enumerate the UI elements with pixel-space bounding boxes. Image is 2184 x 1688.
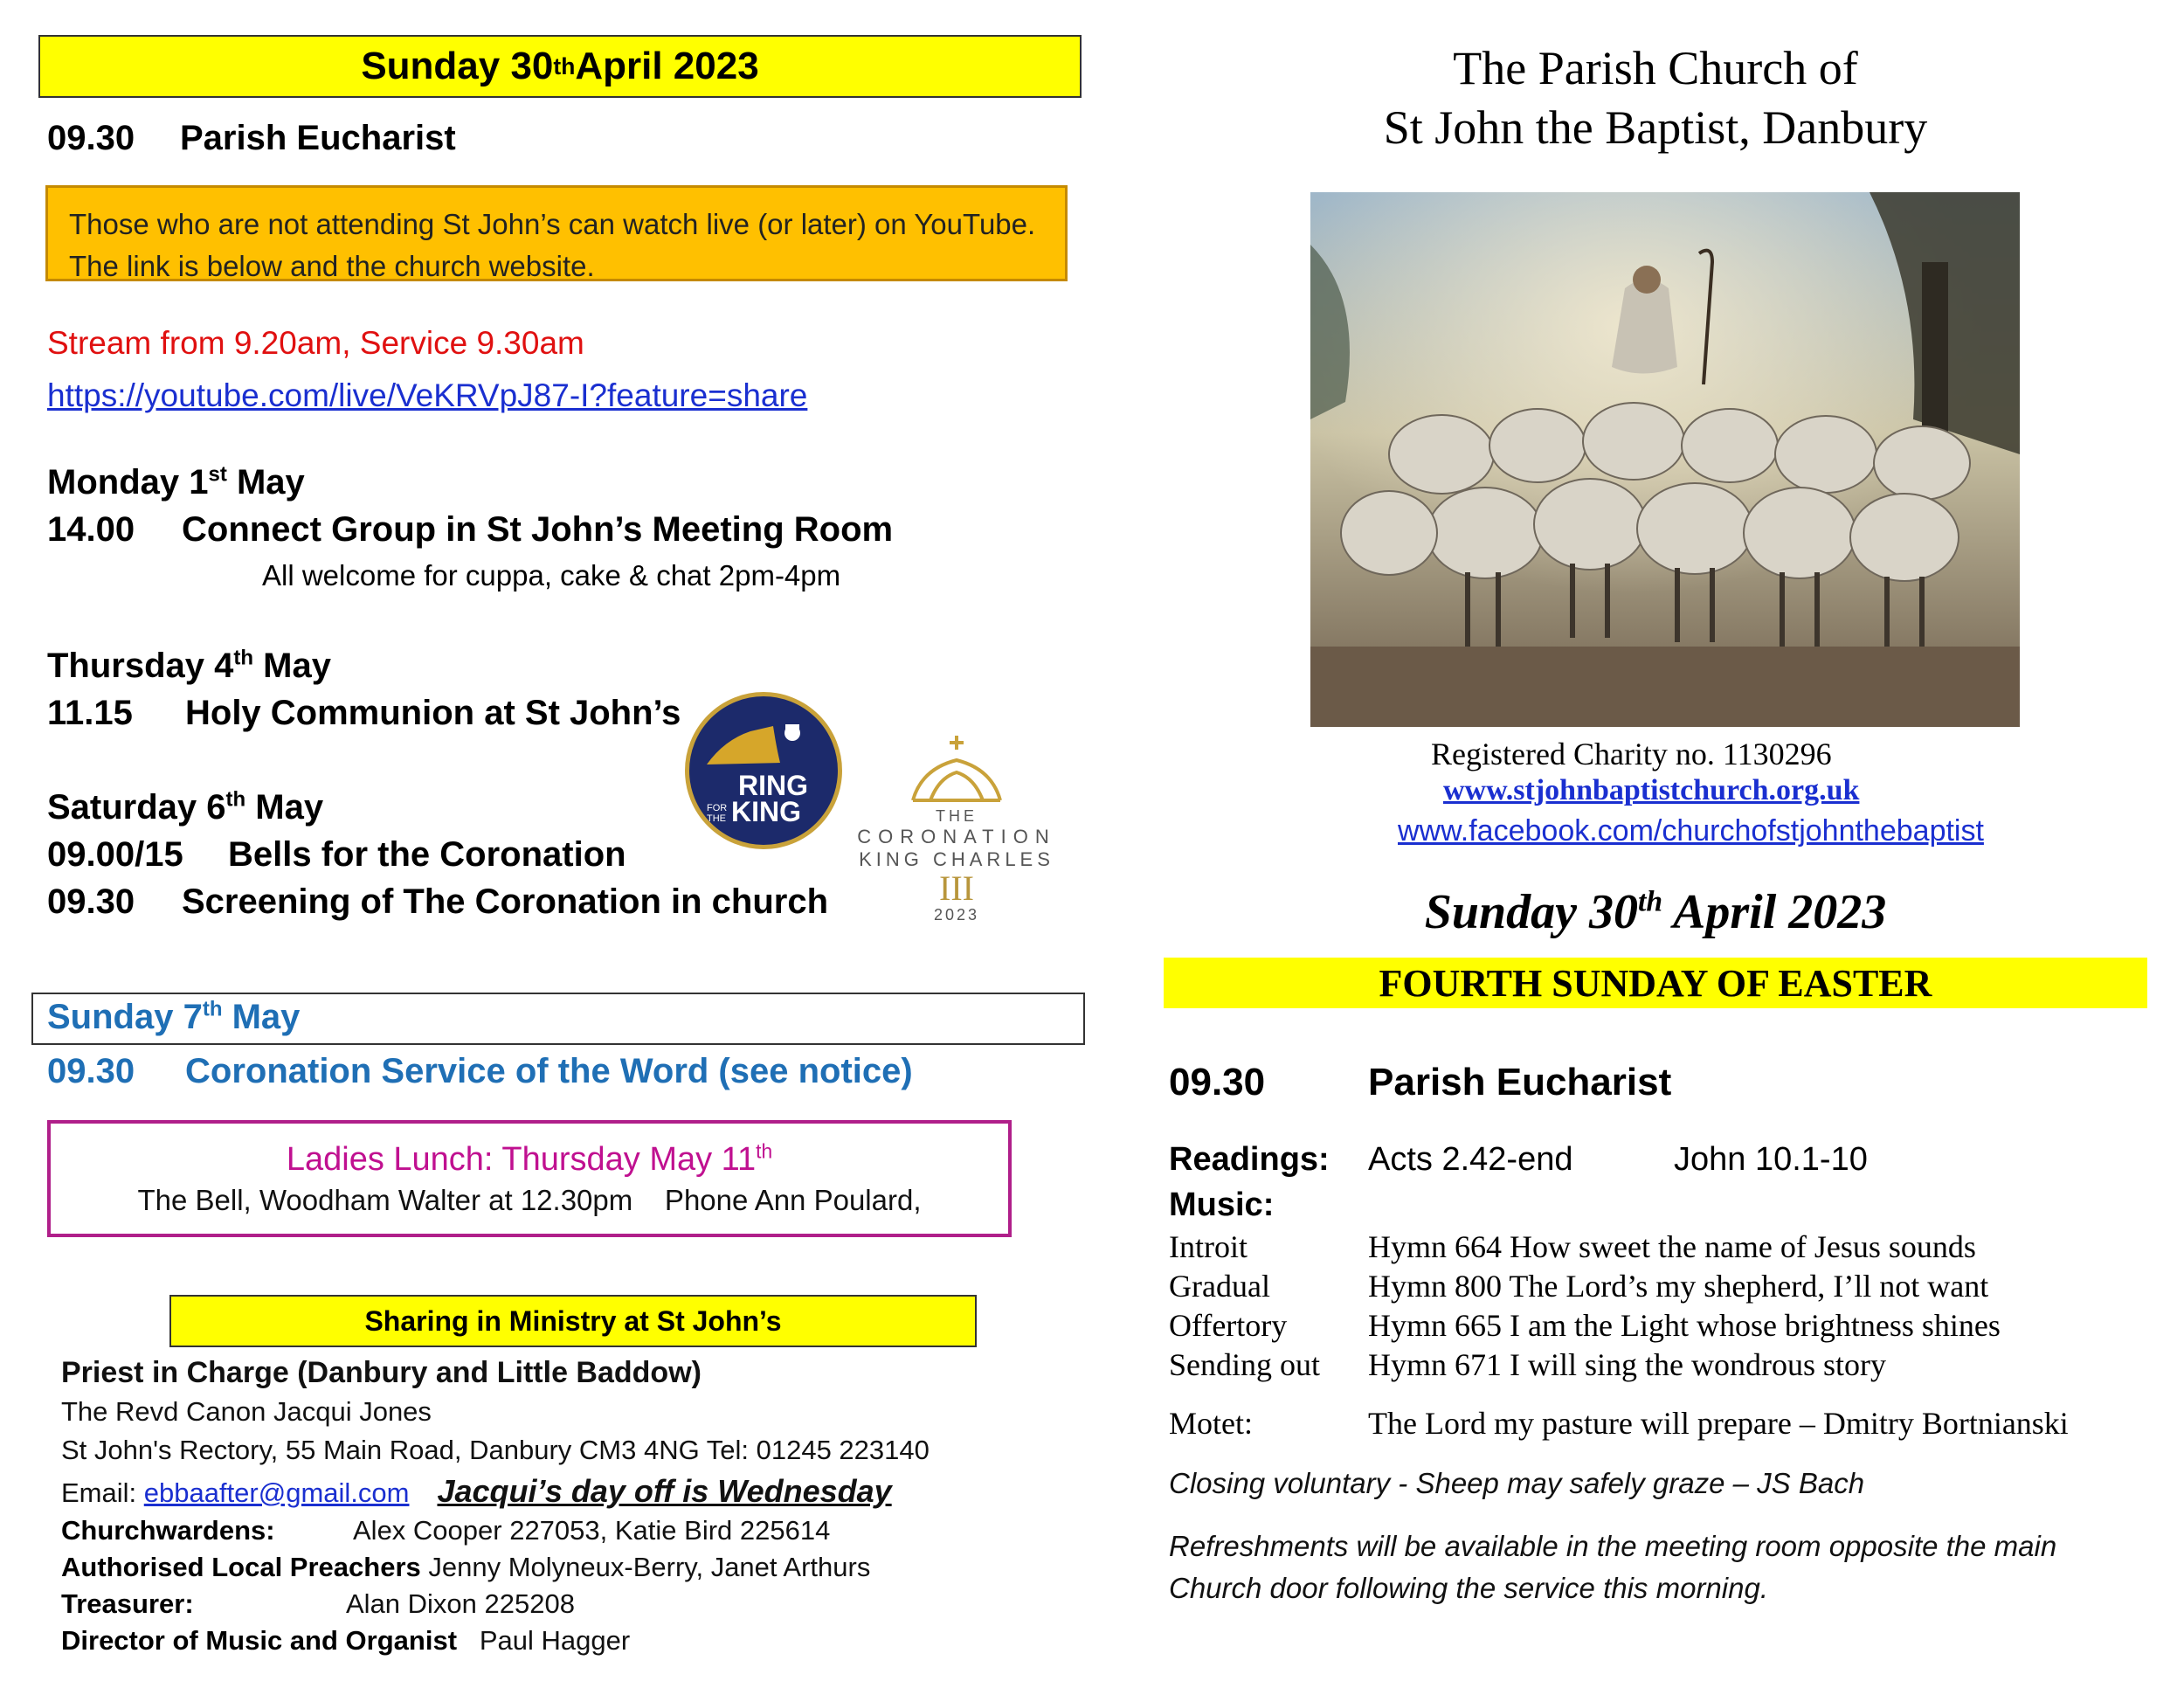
- ladies-lunch-box: [47, 1120, 1012, 1237]
- top-date-banner: Sunday 30 th April 2023: [38, 35, 1082, 98]
- hymn-text: Hymn 800 The Lord’s my shepherd, I’ll not want: [1368, 1269, 1989, 1304]
- stream-times: Stream from 9.20am, Service 9.30am: [47, 325, 584, 361]
- stream-notice: Those who are not attending St John’s can watch live (or later) on YouTube. The link is below and the church website.: [45, 185, 1068, 281]
- treasurer: Alan Dixon 225208: [346, 1588, 575, 1619]
- priest-name: The Revd Canon Jacqui Jones: [61, 1396, 432, 1427]
- church-website-link[interactable]: www.stjohnbaptistchurch.org.uk: [1443, 774, 1860, 806]
- hymn-row: [1169, 1346, 1886, 1383]
- sunday7-event: Coronation Service of the Word (see notice): [185, 1052, 913, 1090]
- right-date-pre: Sunday 30: [1424, 885, 1639, 939]
- crown-icon: [904, 734, 1009, 807]
- monday-sup: st: [208, 462, 227, 487]
- coronation-numeral: III: [939, 868, 974, 908]
- sunday7-event-row: [47, 1052, 913, 1091]
- right-service-row: [1169, 1061, 1671, 1104]
- hymn-text: Hymn 665 I am the Light whose brightness shines: [1368, 1308, 2001, 1343]
- main-service-name: Parish Eucharist: [180, 119, 456, 157]
- readings-label: Readings:: [1169, 1141, 1330, 1178]
- right-service-time: 09.30: [1169, 1061, 1266, 1103]
- churchwardens-label: Churchwardens:: [61, 1515, 275, 1546]
- hymn-label: Introit: [1169, 1229, 1248, 1264]
- coronation-year: 2023: [933, 906, 980, 924]
- right-service-name: Parish Eucharist: [1368, 1061, 1672, 1103]
- church-title-line1: The Parish Church of: [1453, 42, 1858, 94]
- ring-for-the-king-logo: [685, 692, 842, 849]
- coronation-king: KING CHARLES: [859, 848, 1054, 870]
- music-director-row: [61, 1625, 630, 1657]
- sunday7-heading: [47, 998, 300, 1037]
- thursday-pre: Thursday 4: [47, 647, 234, 685]
- main-service-row: [47, 119, 456, 158]
- sunday7-post: May: [222, 998, 301, 1036]
- hymn-row: [1169, 1307, 2001, 1344]
- music-director-label: Director of Music and Organist: [61, 1625, 458, 1656]
- ring-word: RING: [738, 770, 808, 801]
- churchwardens-row: [61, 1515, 830, 1546]
- for-word: FOR: [707, 803, 728, 813]
- treasurer-row: [61, 1588, 575, 1620]
- thursday-event: Holy Communion at St John’s: [185, 694, 681, 732]
- motet-row: [1169, 1405, 2069, 1442]
- music-director: Paul Hagger: [479, 1625, 631, 1656]
- saturday-heading: [47, 788, 323, 827]
- email-row: [61, 1473, 892, 1510]
- main-service-time: 09.30: [47, 119, 135, 157]
- coronation-logo: [847, 734, 1066, 944]
- saturday-event-row-1: [47, 835, 626, 875]
- monday-event: Connect Group in St John’s Meeting Room: [182, 510, 894, 549]
- sunday-name-banner: FOURTH SUNDAY OF EASTER: [1164, 958, 2147, 1008]
- churchwardens: Alex Cooper 227053, Katie Bird 225614: [353, 1515, 831, 1546]
- motet: The Lord my pasture will prepare – Dmitry Bortnianski: [1368, 1406, 2069, 1441]
- church-title-line2: St John the Baptist, Danbury: [1383, 101, 1928, 154]
- ladies-lunch-pre: Ladies Lunch: Thursday May 11: [286, 1141, 757, 1178]
- for-the-words: [707, 803, 727, 824]
- saturday-time-2: 09.30: [47, 882, 135, 921]
- facebook-link[interactable]: www.facebook.com/churchofstjohnthebaptist: [1398, 814, 1984, 847]
- youtube-link[interactable]: https://youtube.com/live/VeKRVpJ87-I?feature=share: [47, 377, 808, 413]
- ladies-lunch-title: [51, 1141, 1008, 1179]
- email-label: Email:: [61, 1477, 144, 1508]
- right-date-sup: th: [1638, 885, 1663, 918]
- hymn-label: Offertory: [1169, 1308, 1288, 1343]
- top-date-post: April 2023: [575, 45, 759, 87]
- thursday-post: May: [253, 647, 331, 685]
- preachers-row: [61, 1552, 870, 1583]
- preachers-label: Authorised Local Preachers: [61, 1552, 421, 1582]
- saturday-event-1: Bells for the Coronation: [228, 835, 626, 874]
- top-date-pre: Sunday 30: [361, 45, 554, 87]
- rectory-address: St John's Rectory, 55 Main Road, Danbury CM3 4NG Tel: 01245 223140: [61, 1435, 930, 1465]
- saturday-time-1: 09.00/15: [47, 835, 183, 874]
- thursday-heading: [47, 647, 331, 686]
- sunday7-sup: th: [202, 997, 223, 1021]
- ministry-heading: Sharing in Ministry at St John’s: [169, 1295, 977, 1347]
- monday-event-row: [47, 510, 893, 550]
- monday-time: 14.00: [47, 510, 135, 549]
- shepherd-with-sheep-image: [1310, 192, 2020, 727]
- saturday-pre: Saturday 6: [47, 788, 226, 827]
- coronation-the: THE: [936, 807, 978, 825]
- monday-heading: [47, 463, 305, 502]
- sunday7-pre: Sunday 7: [47, 998, 203, 1036]
- refreshments-note: Refreshments will be available in the meeting room opposite the main Church door following the service this morning.: [1169, 1530, 2057, 1604]
- thursday-event-row: [47, 694, 681, 733]
- hymn-row: [1169, 1268, 1988, 1304]
- hymn-text: Hymn 664 How sweet the name of Jesus sounds: [1368, 1229, 1976, 1264]
- monday-post: May: [226, 463, 305, 502]
- hymn-row: [1169, 1228, 1976, 1265]
- reading-1: Acts 2.42-end: [1368, 1141, 1573, 1178]
- day-off-note: Jacqui’s day off is Wednesday: [437, 1473, 892, 1509]
- reading-2: John 10.1-10: [1674, 1141, 1868, 1178]
- monday-pre: Monday 1: [47, 463, 209, 502]
- thursday-time: 11.15: [47, 694, 133, 732]
- readings-row: [1169, 1141, 1868, 1179]
- sunday7-time: 09.30: [47, 1052, 135, 1090]
- motet-label: Motet:: [1169, 1406, 1253, 1441]
- king-word: KING: [731, 796, 801, 827]
- right-date-post: April 2023: [1662, 885, 1887, 939]
- church-title: [1171, 38, 2140, 157]
- hymn-label: Gradual: [1169, 1269, 1270, 1304]
- hymn-label: Sending out: [1169, 1347, 1321, 1382]
- priest-title: Priest in Charge (Danbury and Little Baddow): [61, 1356, 702, 1389]
- hymn-text: Hymn 671 I will sing the wondrous story: [1368, 1347, 1886, 1382]
- ladies-lunch-sup: th: [756, 1139, 773, 1163]
- monday-note: All welcome for cuppa, cake & chat 2pm-4pm: [262, 559, 841, 591]
- ladies-lunch-detail: The Bell, Woodham Walter at 12.30pm Phone Ann Poulard,: [137, 1184, 922, 1216]
- saturday-post: May: [245, 788, 324, 827]
- treasurer-label: Treasurer:: [61, 1588, 194, 1619]
- coronation-word: CORONATION: [857, 826, 1056, 847]
- email-link[interactable]: ebbaafter@gmail.com: [143, 1477, 410, 1508]
- saturday-sup: th: [225, 787, 246, 812]
- saturday-event-2: Screening of The Coronation in church: [182, 882, 829, 921]
- music-label: Music:: [1169, 1186, 1275, 1223]
- thursday-sup: th: [233, 646, 254, 670]
- preachers: Jenny Molyneux-Berry, Janet Arthurs: [428, 1552, 871, 1582]
- the-word: THE: [707, 813, 726, 824]
- closing-voluntary: Closing voluntary - Sheep may safely graze – JS Bach: [1169, 1467, 1865, 1499]
- saturday-event-row-2: [47, 882, 828, 922]
- right-date: [1171, 884, 2140, 940]
- charity-number: Registered Charity no. 1130296: [1431, 737, 1832, 771]
